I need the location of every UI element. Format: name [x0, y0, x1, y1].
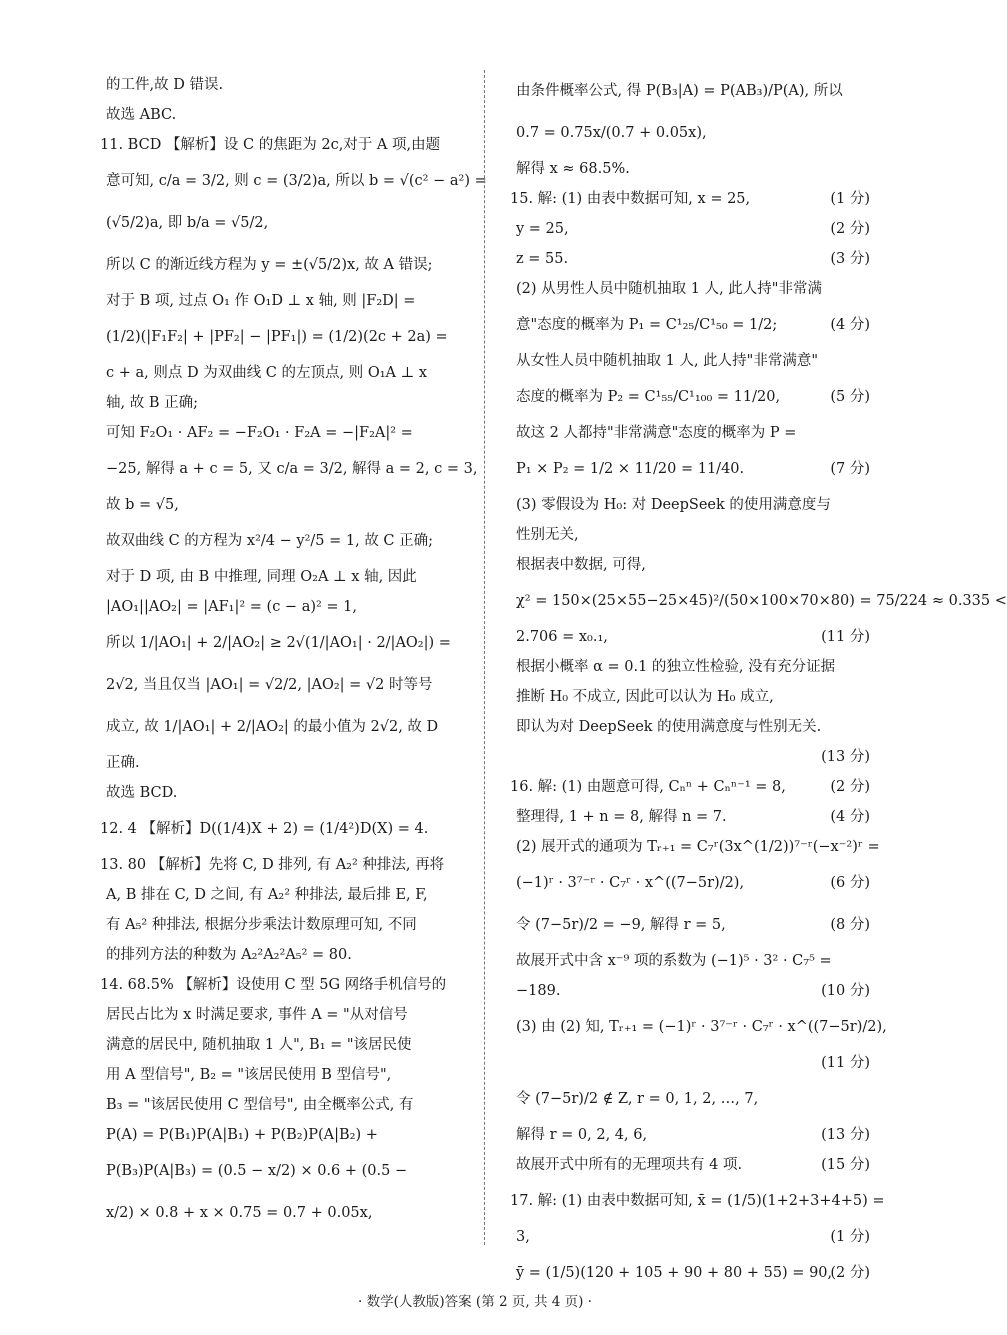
right-line — [510, 1048, 870, 1078]
line-text: 即认为对 DeepSeek 的使用满意度与性别无关. — [516, 719, 822, 735]
right-line — [510, 622, 870, 652]
line-text: 11. BCD 【解析】设 C 的焦距为 2c,对于 A 项,由题 — [100, 137, 441, 153]
line-text: 所以 1/|AO₁| + 2/|AO₂| ≥ 2√(1/|AO₁| · 2/|AO₂|) = — [106, 635, 451, 651]
right-line — [510, 1180, 885, 1222]
right-line — [510, 580, 1007, 622]
right-line — [510, 376, 870, 418]
line-text: (3) 由 (2) 知, Tᵣ₊₁ = (−1)ʳ · 3⁷⁻ʳ · C₇ʳ · x^((7−5r)/2), — [516, 1019, 887, 1035]
line-text: 令 (7−5r)/2 = −9, 解得 r = 5, — [516, 917, 726, 933]
score-points: (2 分) — [830, 221, 870, 237]
line-text: 有 A₅² 种排法, 根据分步乘法计数原理可知, 不同 — [106, 917, 417, 933]
left-line — [100, 562, 460, 592]
left-line — [100, 664, 460, 706]
right-line — [510, 904, 870, 946]
right-line — [510, 346, 870, 376]
line-text: 的工件,故 D 错误. — [106, 77, 224, 93]
left-line — [100, 940, 460, 970]
line-text: 15. 解: (1) 由表中数据可知, x = 25, — [510, 191, 751, 207]
score-points: (13 分) — [821, 749, 870, 765]
line-text: P₁ × P₂ = 1/2 × 11/20 = 11/40. — [516, 461, 745, 477]
line-text: (3) 零假设为 H₀: 对 DeepSeek 的使用满意度与 — [516, 497, 831, 513]
left-line — [100, 448, 478, 490]
line-text: P(A) = P(B₁)P(A|B₁) + P(B₂)P(A|B₂) + — [106, 1127, 378, 1143]
left-line — [100, 748, 460, 778]
right-line — [510, 1252, 870, 1294]
line-text: 根据表中数据, 可得, — [516, 557, 646, 573]
left-line — [100, 970, 460, 1000]
right-line — [510, 304, 870, 346]
left-line — [100, 316, 460, 358]
line-text: 故展开式中所有的无理项共有 4 项. — [516, 1157, 743, 1173]
line-text: (1/2)(|F₁F₂| + |PF₂| − |PF₁|) = (1/2)(2c + 2a) = — [106, 329, 448, 345]
line-text: 故这 2 人都持"非常满意"态度的概率为 P = — [516, 425, 797, 441]
line-text: 对于 B 项, 过点 O₁ 作 O₁D ⊥ x 轴, 则 |F₂D| = — [106, 293, 416, 309]
line-text: 2√2, 当且仅当 |AO₁| = √2/2, |AO₂| = √2 时等号 — [106, 677, 433, 693]
left-line — [100, 130, 460, 160]
score-points: (3 分) — [830, 251, 870, 267]
column-divider — [484, 70, 485, 1245]
left-line — [100, 1150, 460, 1192]
right-line — [510, 214, 870, 244]
left-line — [100, 778, 460, 808]
line-text: P(B₃)P(A|B₃) = (0.5 − x/2) × 0.6 + (0.5 − — [106, 1163, 408, 1179]
left-column — [100, 70, 487, 1234]
line-text: 意可知, c/a = 3/2, 则 c = (3/2)a, 所以 b = √(c² − a²) = — [106, 173, 487, 189]
left-line — [100, 622, 460, 664]
right-column — [510, 70, 1007, 1294]
left-line — [100, 1030, 460, 1060]
score-points: (2 分) — [830, 1265, 870, 1281]
line-text: 意"态度的概率为 P₁ = C¹₂₅/C¹₅₀ = 1/2; — [516, 317, 778, 333]
score-points: (11 分) — [821, 1055, 870, 1071]
right-line — [510, 520, 870, 550]
line-text: ȳ = (1/5)(120 + 105 + 90 + 80 + 55) = 90, — [516, 1265, 833, 1281]
left-line — [100, 70, 460, 100]
line-text: z = 55. — [516, 251, 569, 267]
line-text: 用 A 型信号", B₂ = "该居民使用 B 型信号", — [106, 1067, 392, 1083]
right-line — [510, 550, 870, 580]
line-text: 故选 BCD. — [106, 785, 178, 801]
score-points: (1 分) — [830, 191, 870, 207]
line-text: 对于 D 项, 由 B 中推理, 同理 O₂A ⊥ x 轴, 因此 — [106, 569, 417, 585]
line-text: 推断 H₀ 不成立, 因此可以认为 H₀ 成立, — [516, 689, 774, 705]
line-text: 成立, 故 1/|AO₁| + 2/|AO₂| 的最小值为 2√2, 故 D — [106, 719, 439, 735]
right-line — [510, 742, 870, 772]
score-points: (10 分) — [821, 983, 870, 999]
right-line — [510, 712, 870, 742]
left-line — [100, 100, 460, 130]
right-line — [510, 832, 880, 862]
right-line — [510, 448, 870, 490]
left-line — [100, 808, 460, 850]
line-text: 令 (7−5r)/2 ∉ Z, r = 0, 1, 2, …, 7, — [516, 1091, 759, 1107]
line-text: 可知 F₂O₁ · AF₂ = −F₂O₁ · F₂A = −|F₂A|² = — [106, 425, 413, 441]
line-text: B₃ = "该居民使用 C 型信号", 由全概率公式, 有 — [106, 1097, 414, 1113]
right-line — [510, 1150, 870, 1180]
line-text: −25, 解得 a + c = 5, 又 c/a = 3/2, 解得 a = 2, c = 3, — [106, 461, 478, 477]
line-text: 的排列方法的种数为 A₂²A₂²A₅² = 80. — [106, 947, 352, 963]
line-text: 13. 80 【解析】先将 C, D 排列, 有 A₂² 种排法, 再将 — [100, 857, 445, 873]
left-line — [100, 1060, 460, 1090]
line-text: 故选 ABC. — [106, 107, 177, 123]
right-line — [510, 154, 870, 184]
right-line — [510, 1078, 870, 1120]
line-text: 所以 C 的渐近线方程为 y = ±(√5/2)x, 故 A 错误; — [106, 257, 433, 273]
line-text: 故 b = √5, — [106, 497, 179, 513]
score-points: (4 分) — [830, 317, 870, 333]
line-text: 居民占比为 x 时满足要求, 事件 A = "从对信号 — [106, 1007, 408, 1023]
line-text: 3, — [516, 1229, 530, 1245]
right-line — [510, 862, 870, 904]
left-line — [100, 1192, 460, 1234]
right-line — [510, 946, 870, 976]
right-line — [510, 1222, 870, 1252]
right-line — [510, 184, 870, 214]
line-text: 16. 解: (1) 由题意可得, Cₙⁿ + Cₙⁿ⁻¹ = 8, — [510, 779, 786, 795]
right-line — [510, 652, 870, 682]
line-text: 0.7 = 0.75x/(0.7 + 0.05x), — [516, 125, 707, 141]
line-text: 故展开式中含 x⁻⁹ 项的系数为 (−1)⁵ · 3² · C₇⁵ = — [516, 953, 832, 969]
line-text: 12. 4 【解析】D((1/4)X + 2) = (1/4²)D(X) = 4. — [100, 821, 429, 837]
line-text: (√5/2)a, 即 b/a = √5/2, — [106, 215, 269, 231]
left-line — [100, 910, 460, 940]
score-points: (13 分) — [821, 1127, 870, 1143]
score-points: (2 分) — [830, 779, 870, 795]
left-line — [100, 160, 487, 202]
left-line — [100, 1000, 460, 1030]
line-text: 满意的居民中, 随机抽取 1 人", B₁ = "该居民使 — [106, 1037, 412, 1053]
left-line — [100, 1090, 460, 1120]
left-line — [100, 244, 460, 286]
right-line — [510, 976, 870, 1006]
line-text: 整理得, 1 + n = 8, 解得 n = 7. — [516, 809, 727, 825]
right-line — [510, 418, 870, 448]
left-line — [100, 850, 460, 880]
score-points: (8 分) — [830, 917, 870, 933]
right-line — [510, 1006, 887, 1048]
line-text: x/2) × 0.8 + x × 0.75 = 0.7 + 0.05x, — [106, 1205, 373, 1221]
left-line — [100, 202, 460, 244]
score-points: (7 分) — [830, 461, 870, 477]
line-text: A, B 排在 C, D 之间, 有 A₂² 种排法, 最后排 E, F, — [106, 887, 428, 903]
left-line — [100, 490, 460, 520]
line-text: (−1)ʳ · 3⁷⁻ʳ · C₇ʳ · x^((7−5r)/2), — [516, 875, 745, 891]
line-text: (2) 展开式的通项为 Tᵣ₊₁ = C₇ʳ(3x^(1/2))⁷⁻ʳ(−x⁻²)ʳ = — [516, 839, 880, 855]
line-text: χ² = 150×(25×55−25×45)²/(50×100×70×80) = 75/224 ≈ 0.335 < — [516, 593, 1007, 609]
right-line — [510, 490, 870, 520]
left-line — [100, 1120, 460, 1150]
left-line — [100, 388, 460, 418]
right-line — [510, 1120, 870, 1150]
line-text: 解得 r = 0, 2, 4, 6, — [516, 1127, 648, 1143]
line-text: c + a, 则点 D 为双曲线 C 的左顶点, 则 O₁A ⊥ x — [106, 365, 428, 381]
line-text: 故双曲线 C 的方程为 x²/4 − y²/5 = 1, 故 C 正确; — [106, 533, 434, 549]
line-text: 正确. — [106, 755, 140, 771]
line-text: (2) 从男性人员中随机抽取 1 人, 此人持"非常满 — [516, 281, 822, 297]
line-text: 2.706 = x₀.₁, — [516, 629, 608, 645]
left-line — [100, 286, 460, 316]
right-line — [510, 802, 870, 832]
line-text: 从女性人员中随机抽取 1 人, 此人持"非常满意" — [516, 353, 818, 369]
score-points: (4 分) — [830, 809, 870, 825]
line-text: 根据小概率 α = 0.1 的独立性检验, 没有充分证据 — [516, 659, 836, 675]
line-text: 14. 68.5% 【解析】设使用 C 型 5G 网络手机信号的 — [100, 977, 447, 993]
line-text: y = 25, — [516, 221, 569, 237]
right-line — [510, 70, 870, 112]
left-line — [100, 706, 460, 748]
score-points: (1 分) — [830, 1229, 870, 1245]
right-line — [510, 682, 870, 712]
line-text: 轴, 故 B 正确; — [106, 395, 198, 411]
line-text: −189. — [516, 983, 561, 999]
line-text: |AO₁||AO₂| = |AF₁|² = (c − a)² = 1, — [106, 599, 358, 615]
line-text: 由条件概率公式, 得 P(B₃|A) = P(AB₃)/P(A), 所以 — [516, 83, 843, 99]
left-line — [100, 880, 460, 910]
line-text: 性别无关, — [516, 527, 579, 543]
right-line — [510, 244, 870, 274]
score-points: (6 分) — [830, 875, 870, 891]
right-line — [510, 112, 870, 154]
left-line — [100, 592, 460, 622]
line-text: 17. 解: (1) 由表中数据可知, x̄ = (1/5)(1+2+3+4+5) = — [510, 1193, 885, 1209]
right-line — [510, 772, 870, 802]
score-points: (15 分) — [821, 1157, 870, 1173]
score-points: (5 分) — [830, 389, 870, 405]
score-points: (11 分) — [821, 629, 870, 645]
left-line — [100, 418, 460, 448]
page-footer: · 数学(人教版)答案 (第 2 页, 共 4 页) · — [358, 1294, 592, 1310]
left-line — [100, 358, 460, 388]
line-text: 态度的概率为 P₂ = C¹₅₅/C¹₁₀₀ = 11/20, — [516, 389, 781, 405]
left-line — [100, 520, 460, 562]
right-line — [510, 274, 870, 304]
line-text: 解得 x ≈ 68.5%. — [516, 161, 630, 177]
